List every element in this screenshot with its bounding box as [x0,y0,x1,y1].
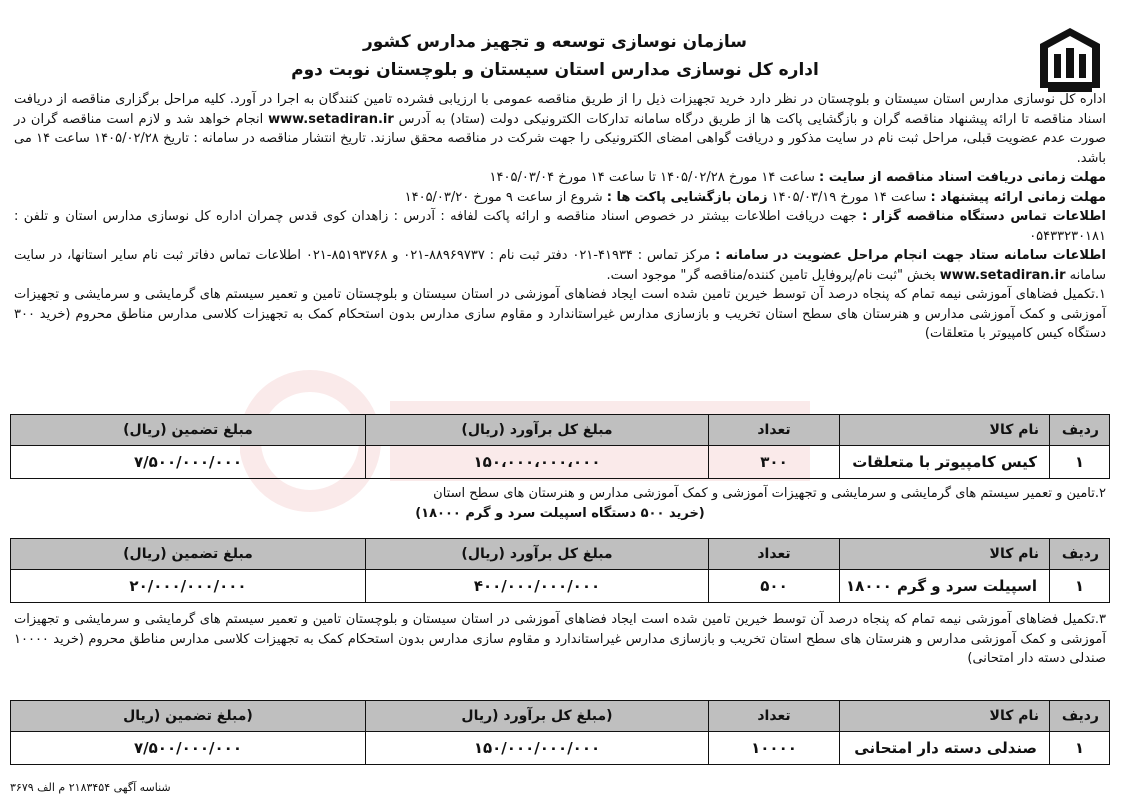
cell-item-name: کیس کامپیوتر با متعلقات [840,446,1050,479]
setad-line [14,246,1106,285]
cell-row-number: ۱ [1050,732,1110,765]
title-line-2: اداره کل نوسازی مدارس استان سیستان و بلوچستان نوبت دوم [291,60,819,80]
items-table-3 [10,700,1110,765]
table-header-row [11,539,1110,570]
header-guarantee: مبلغ تضمین (ریال) [11,539,366,570]
cell-guarantee: ۲۰/۰۰۰/۰۰۰/۰۰۰ [11,570,366,603]
cell-quantity: ۱۰۰۰۰ [709,732,840,765]
cell-estimate: ۱۵۰،۰۰۰،۰۰۰،۰۰۰ [366,446,709,479]
docs-deadline-value: ساعت ۱۴ مورخ ۱۴۰۵/۰۲/۲۸ تا ساعت ۱۴ مورخ ۱۴۰۵/۰۳/۰۴ [489,170,815,185]
setad-site-link: www.setadiran.ir [268,111,394,127]
offer-deadline-value: ساعت ۱۴ مورخ ۱۴۰۵/۰۳/۱۹ [771,189,927,205]
section-2-description: ۲.تامین و تعمیر سیستم های گرمایشی و سرمایشی و تجهیزات آموزشی و کمک آموزشی مدارس و هنرستان های سطح استان [433,486,1106,501]
title-line-1: سازمان نوسازی توسعه و تجهیز مدارس کشور [363,32,747,52]
cell-estimate: ۴۰۰/۰۰۰/۰۰۰/۰۰۰ [366,570,709,603]
header-estimate: مبلغ کل برآورد (ریال) [366,415,709,446]
header-row-number: ردیف [1050,539,1110,570]
table-row [11,570,1110,603]
items-table-2 [10,538,1110,603]
opening-label: زمان بازگشایی پاکت ها : [606,189,768,205]
intro-text [10,90,1110,344]
contact-line [14,207,1106,246]
contact-value: جهت دریافت اطلاعات بیشتر در خصوص اسناد مناقصه و ارائه پاکت لفافه : آدرس : زاهدان کوی قدس چمران اداره کل نوسازی مدارس استان و تلفن : ۰۵۴۳۳۲۳۰۱۸۱ [14,209,1106,244]
setad-value: مرکز تماس : ۴۱۹۳۴-۰۲۱ دفتر ثبت نام : ۸۸۹۶۹۷۳۷-۰۲۱ و ۸۵۱۹۳۷۶۸-۰۲۱ اطلاعات تماس دفاتر ثبت نام سایر استانها، در سایت سامانه [14,248,1106,283]
header-item-name: نام کالا [840,701,1050,732]
notice-title [230,28,880,84]
header-quantity: تعداد [709,701,840,732]
setad-value-b: بخش "ثبت نام/پروفایل تامین کننده/مناقصه گر" موجود است. [606,267,936,283]
offer-deadline-line [14,188,1106,208]
offer-deadline-label: مهلت زمانی ارائه پیشنهاد : [930,189,1106,205]
docs-deadline-label: مهلت زمانی دریافت اسناد مناقصه از سایت : [818,170,1106,185]
section-2-subtitle: (خرید ۵۰۰ دستگاه اسپیلت سرد و گرم ۱۸۰۰۰) [415,505,705,521]
header-row-number: ردیف [1050,415,1110,446]
header-estimate: (مبلغ کل برآورد (ریال [366,701,709,732]
cell-row-number: ۱ [1050,570,1110,603]
header-item-name: نام کالا [840,415,1050,446]
cell-estimate: ۱۵۰/۰۰۰/۰۰۰/۰۰۰ [366,732,709,765]
notice-id: شناسه آگهی ۲۱۸۳۴۵۴ م الف ۳۶۷۹ [10,781,171,794]
table-row [11,446,1110,479]
header-guarantee: (مبلغ تضمین (ریال [11,701,366,732]
header-estimate: مبلغ کل برآورد (ریال) [366,539,709,570]
cell-quantity: ۳۰۰ [709,446,840,479]
section-3-text: ۳.تکمیل فضاهای آموزشی نیمه تمام که پنجاه درصد آن توسط خیرین تامین شده است ایجاد فضاهای آموزشی در استان سیستان و بلوچستان تامین و تعمیر سیستم های گرمایشی و سرمایشی و تجهیزات آموزشی و کمک آموزشی مدارس و هنرستان های سطح استان تخریب و بازسازی مدارس غیراستاندارد و مقاوم سازی مدارس بدون استحکام کمک به تجهیزات کلاسی مدارس مناطق محروم (خرید ۱۰۰۰۰ صندلی دسته دار امتحانی) [14,612,1106,666]
intro-paragraph [14,90,1106,168]
cell-quantity: ۵۰۰ [709,570,840,603]
contact-label: اطلاعات تماس دستگاه مناقصه گزار : [862,209,1106,224]
header-item-name: نام کالا [840,539,1050,570]
header-guarantee: مبلغ تضمین (ریال) [11,415,366,446]
docs-deadline-line [14,168,1106,188]
header-row-number: ردیف [1050,701,1110,732]
organization-logo-icon [1038,26,1102,96]
tender-notice [10,6,1110,796]
table-header-row [11,701,1110,732]
cell-item-name: صندلی دسته دار امتحانی [840,732,1050,765]
cell-row-number: ۱ [1050,446,1110,479]
intro-p1: اداره کل نوسازی مدارس استان سیستان و بلوچستان در نظر دارد خرید تجهیزات ذیل را از طریق مناقصه عمومی با ارزیابی فشرده تامین کنندگان به اجرا در آورد. کلیه مراحل برگزاری مناقصه از دریافت اسناد مناقصه تا ارائه پیشنهاد مناقصه گران و بازگشایی پاکت ها از طریق درگاه سامانه تدارکات الکترونیکی دولت (ستاد) به آدرس [14,92,1106,127]
setad-label: اطلاعات سامانه ستاد جهت انجام مراحل عضویت در سامانه : [715,248,1106,263]
header-quantity: تعداد [709,415,840,446]
cell-guarantee: ۷/۵۰۰/۰۰۰/۰۰۰ [11,446,366,479]
cell-guarantee: ۷/۵۰۰/۰۰۰/۰۰۰ [11,732,366,765]
table-header-row [11,415,1110,446]
intro-p1b: انجام خواهد شد و لازم است مناقصه گران در صورت عدم عضویت قبلی، مراحل ثبت نام در سایت مذکور و دریافت گواهی امضای الکترونیکی را جهت شرکت در مناقصه محقق سازند. تاریخ انتشار مناقصه در سامانه : تاریخ ۱۴۰۵/۰۲/۲۸ ساعت ۱۴ می باشد. [14,111,1106,166]
setad-site-link-2: www.setadiran.ir [939,267,1066,283]
section-2-text [10,484,1110,523]
section-1-text: ۱.تکمیل فضاهای آموزشی نیمه تمام که پنجاه درصد آن توسط خیرین تامین شده است ایجاد فضاهای آموزشی در استان سیستان و بلوچستان تامین و تعمیر سیستم های گرمایشی و سرمایشی و تجهیزات آموزشی و کمک آموزشی مدارس و هنرستان های سطح استان تخریب و بازسازی مدارس غیراستاندارد و مقاوم سازی مدارس بدون استحکام کمک به تجهیزات کلاسی مدارس مناطق محروم (خرید ۳۰۰ دستگاه کیس کامپیوتر با متعلقات) [14,287,1106,341]
table-row [11,732,1110,765]
items-table-1 [10,414,1110,479]
header-quantity: تعداد [709,539,840,570]
opening-value: شروع از ساعت ۹ مورخ ۱۴۰۵/۰۳/۲۰ [404,189,603,205]
cell-item-name: اسپیلت سرد و گرم ۱۸۰۰۰ [840,570,1050,603]
